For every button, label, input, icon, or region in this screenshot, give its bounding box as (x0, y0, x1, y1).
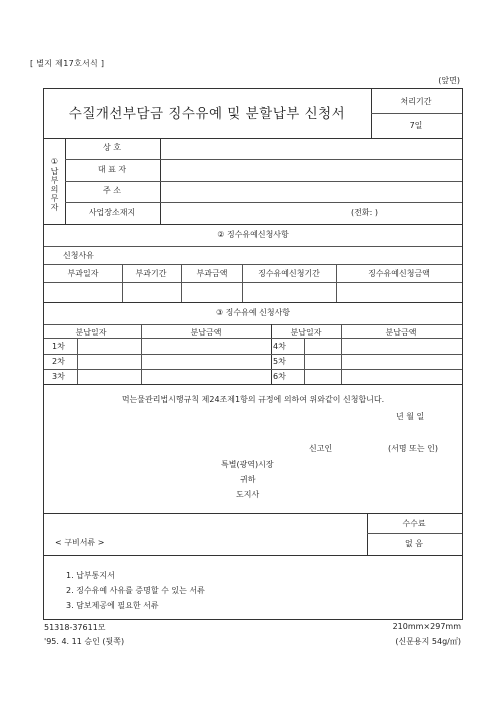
section3-title: ③ 징수유예 신청사항 (215, 308, 291, 317)
attachment-item: 2. 징수유예 사유를 증명할 수 있는 서류 (66, 586, 205, 595)
section3-col-1: 분납일자 (75, 328, 107, 337)
installment-4: 4차 (273, 342, 286, 351)
installment-1: 1차 (52, 342, 65, 351)
workplace-label: 사업장소재지 (88, 208, 136, 217)
installment-3: 3차 (52, 372, 65, 381)
section2-title: ② 징수유예신청사항 (217, 230, 289, 239)
reason-label: 신청사유 (63, 251, 94, 260)
obligor-section-label: ①납부의무자 (50, 157, 59, 212)
section2-col-2: 부과기간 (135, 269, 167, 278)
representative-label: 대 표 자 (97, 165, 127, 174)
footer-approval: '95. 4. 11 승인 (뒷쪽) (44, 637, 125, 646)
phone-label: (전화: ) (351, 208, 378, 217)
form-title: 수질개선부담금 징수유예 및 분할납부 신청서 (68, 106, 346, 122)
front-side-label: (앞면) (438, 76, 460, 85)
section2-col-5: 징수유예신청금액 (368, 269, 430, 278)
date-line: 년 월 일 (396, 412, 425, 421)
application-statement: 먹는물관리법시행규칙 제24조제1항의 규정에 의하여 위와같이 신청합니다. (121, 395, 385, 404)
installment-5: 5차 (273, 357, 286, 366)
section3-col-3: 분납일자 (290, 328, 322, 337)
recipient-line-1: 특별(광역)시장 (221, 460, 274, 469)
recipient-line-2: 귀하 (240, 475, 256, 484)
applicant-label: 신고인 (309, 444, 333, 453)
form-number-label: [ 별지 제17호서식 ] (30, 59, 105, 68)
installment-6: 6차 (273, 372, 286, 381)
section2-col-3: 부과금액 (196, 269, 228, 278)
attachment-item: 1. 납부통지서 (66, 571, 115, 580)
address-label: 주 소 (103, 186, 121, 195)
attachment-item: 3. 담보제공에 필요한 서류 (66, 601, 159, 610)
recipient-line-3: 도지사 (236, 490, 260, 499)
fee-value: 없 음 (405, 539, 423, 548)
section2-col-1: 부과일자 (67, 269, 99, 278)
signature-note: (서명 또는 인) (388, 444, 438, 453)
processing-period-label: 처리기간 (400, 97, 432, 106)
trade-name-label: 상 호 (103, 143, 121, 152)
processing-period-value: 7일 (409, 121, 423, 130)
installment-2: 2차 (52, 357, 65, 366)
application-form (43, 88, 463, 620)
footer-paper: (신문용지 54g/㎡) (395, 637, 461, 646)
footer-code: 51318-37611모 (44, 623, 106, 632)
section3-col-2: 분납금액 (190, 328, 222, 337)
attachments-label: < 구비서류 > (55, 538, 105, 547)
footer-size: 210mm×297mm (392, 622, 461, 631)
fee-label: 수수료 (402, 519, 426, 528)
section3-col-4: 분납금액 (385, 328, 417, 337)
section2-col-4: 징수유예신청기간 (258, 269, 320, 278)
